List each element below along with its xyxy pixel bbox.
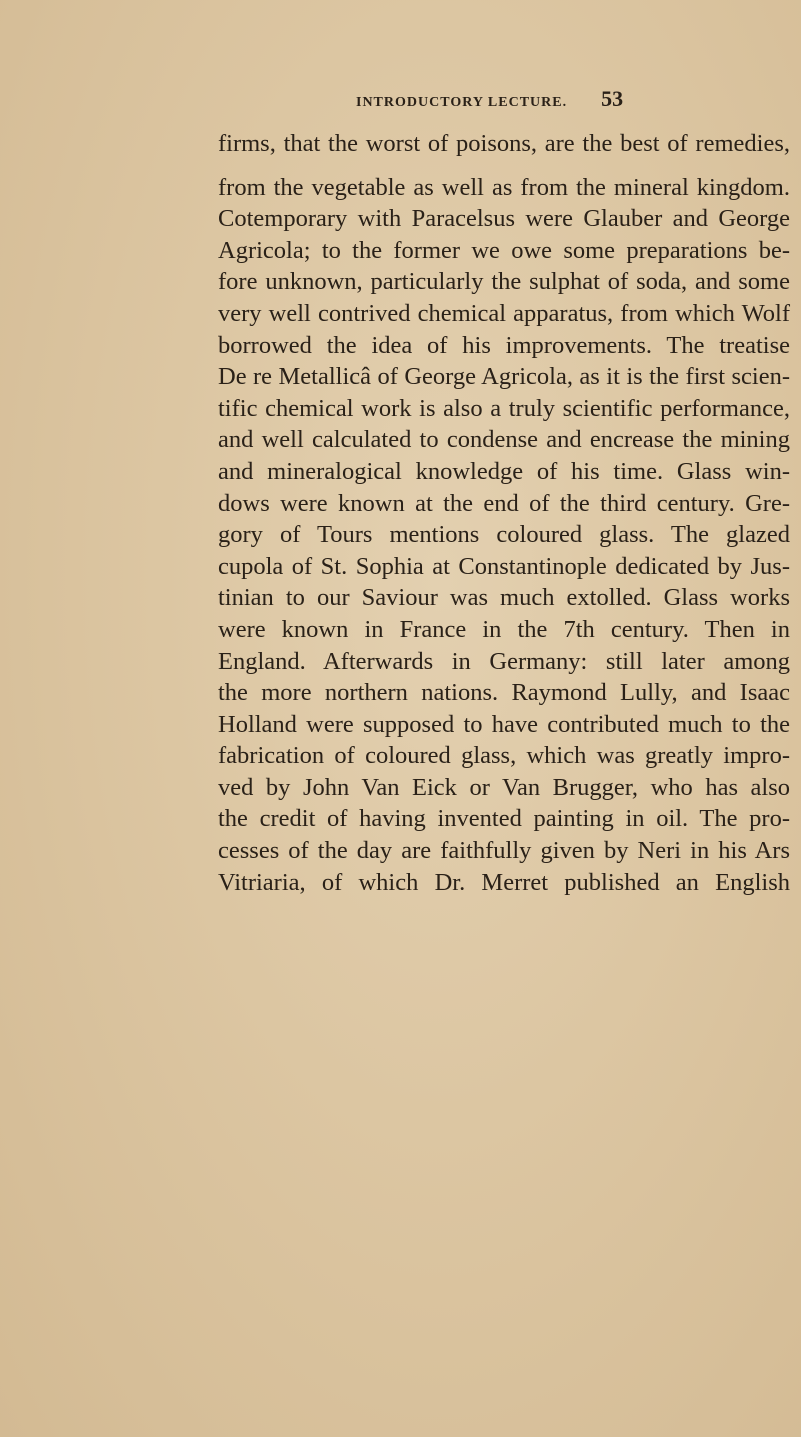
text-line: cupola of St. Sophia at Constantinople dedicated by Jus- [218, 552, 790, 580]
text-line: tinian to our Saviour was much extolled. Glass works [218, 584, 790, 612]
text-line: fore unknown, particularly the sulphat of soda, and some [218, 268, 790, 296]
text-line: from the vegetable as well as from the mineral kingdom. [218, 173, 790, 201]
text-line: England. Afterwards in Germany: still later among [218, 647, 790, 675]
text-line: Vitriaria, of which Dr. Merret published an English [218, 868, 790, 896]
text-line: gory of Tours mentions coloured glass. The glazed [218, 521, 790, 549]
text-line: fabrication of coloured glass, which was greatly impro- [218, 742, 790, 770]
text-line: tific chemical work is also a truly scientific performance, [218, 394, 790, 422]
text-line: cesses of the day are faithfully given by Neri in his Ars [218, 837, 790, 865]
running-title: INTRODUCTORY LECTURE. [356, 95, 568, 110]
text-line: Agricola; to the former we owe some preparations be- [218, 236, 790, 264]
page-number: 53 [601, 86, 624, 111]
text-line: firms, that the worst of poisons, are the best of remedies, [218, 130, 790, 157]
text-line: very well contrived chemical apparatus, from which Wolf [218, 299, 790, 327]
text-line: and well calculated to condense and encrease the mining [218, 426, 790, 454]
text-line: ved by John Van Eick or Van Brugger, who has also [218, 773, 790, 801]
text-line: borrowed the idea of his improvements. The treatise [218, 331, 790, 359]
text-line: Cotemporary with Paracelsus were Glauber and George [218, 205, 790, 233]
text-line: the more northern nations. Raymond Lully, and Isaac [218, 679, 790, 707]
running-header [356, 86, 623, 112]
text-line: De re Metallicâ of George Agricola, as it is the first scien- [218, 363, 790, 391]
text-line: Holland were supposed to have contributed much to the [218, 710, 790, 738]
text-line: dows were known at the end of the third century. Gre- [218, 489, 790, 517]
body-text [218, 128, 790, 898]
text-line: the credit of having invented painting in oil. The pro- [218, 805, 790, 833]
text-line: were known in France in the 7th century. Then in [218, 615, 790, 643]
text-line: and mineralogical knowledge of his time. Glass win- [218, 457, 790, 485]
